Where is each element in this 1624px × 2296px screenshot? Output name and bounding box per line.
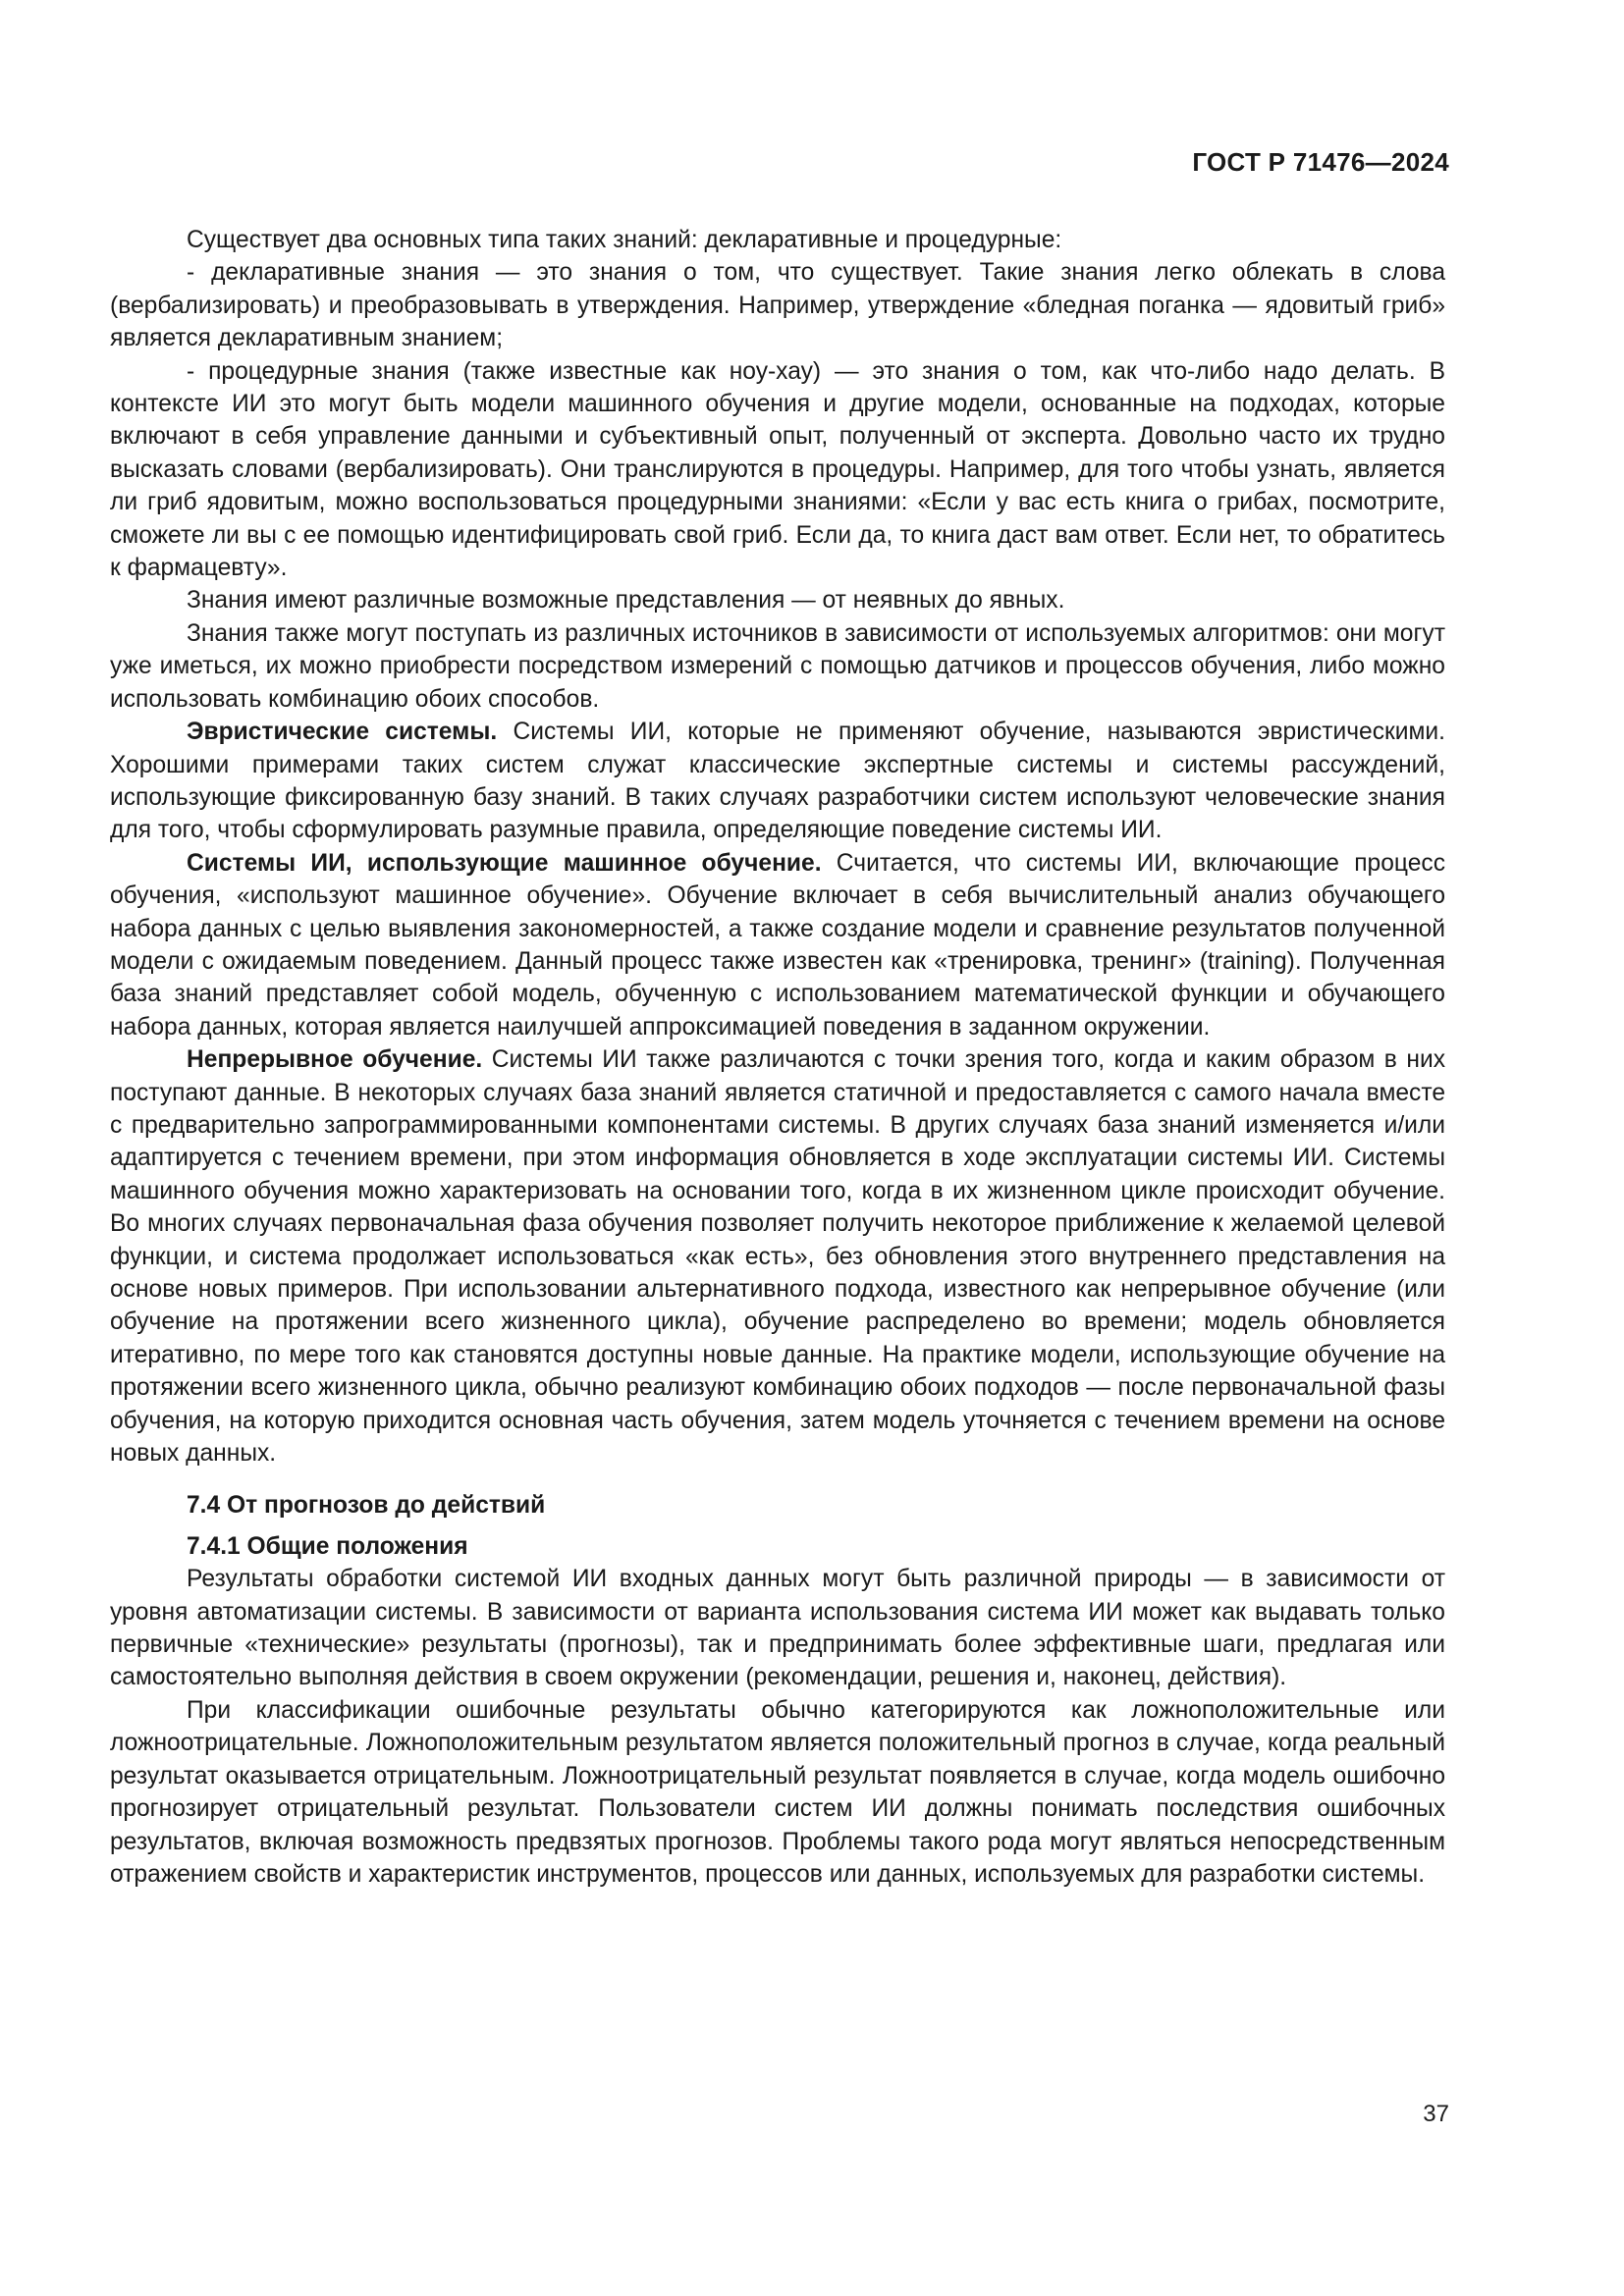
subsection-heading: 7.4.1 Общие положения xyxy=(187,1532,468,1560)
paragraph: Знания также могут поступать из различных источников в зависимости от используемых алгоритмов: они могут уже иметься, их можно приобрести посредством измерений с помощью датчиков и процессов обучения, либо можно использовать комбинацию обоих способов. xyxy=(110,619,1445,713)
paragraph-text: Системы ИИ также различаются с точки зрения того, когда и каким образом в них поступают данные. В некоторых случаях база знаний является статичной и предоставляется с самого начала вместе с предварительно запрограммированными компонентами системы. В других случаях база знаний изменяется и/или адаптируется с течением времени, при этом информация обновляется в ходе эксплуатации системы ИИ. Системы машинного обучения можно характеризовать на основании того, когда в их жизненном цикле происходит обучение. Во многих случаях первоначальная фаза обучения позволяет получить некоторое приближение к желаемой целевой функции, и система продолжает использоваться «как есть», без обновления этого внутреннего представления на основе новых примеров. При использовании альтернативного подхода, известного как непрерывное обучение (или обучение на протяжении всего жизненного цикла), обучение распределено во времени; модель обновляется итеративно, по мере того как становятся доступны новые данные. На практике модели, использующие обучение на протяжении всего жизненного цикла, обычно реализуют комбинацию обоих подходов — после первоначальной фазы обучения, на которую приходится основная часть обучения, затем модель уточняется с течением времени на основе новых данных. xyxy=(110,1046,1445,1468)
paragraph xyxy=(110,716,1445,847)
paragraph xyxy=(110,1043,1445,1469)
paragraph: Результаты обработки системой ИИ входных данных могут быть различной природы — в зависимости от уровня автоматизации системы. В зависимости от варианта использования система ИИ может как выдавать только первичные «технические» результаты (прогнозы), так и предпринимать более эффективные шаги, предлагая или самостоятельно выполняя действия в своем окружении (рекомендации, решения и, наконец, действия). xyxy=(110,1566,1445,1691)
paragraph: Знания имеют различные возможные представления — от неявных до явных. xyxy=(187,587,1065,614)
paragraph xyxy=(110,847,1445,1043)
term-heading: Непрерывное обучение. xyxy=(187,1046,483,1074)
page-body xyxy=(110,224,1445,1891)
paragraph: При классификации ошибочные результаты обычно категорируются как ложноположительные или ложноотрицательные. Ложноположительным результатом является положительный прогноз в случае, когда реальный результат оказывается отрицательным. Ложноотрицательный результат появляется в случае, когда модель ошибочно прогнозирует отрицательный результат. Пользователи систем ИИ должны понимать последствия ошибочных результатов, включая возможность предвзятых прогнозов. Проблемы такого рода могут являться непосредственным отражением свойств и характеристик инструментов, процессов или данных, используемых для разработки системы. xyxy=(110,1696,1445,1888)
list-item: - процедурные знания (также известные как ноу-хау) — это знания о том, как что-либо надо делать. В контексте ИИ это могут быть модели машинного обучения и другие модели, основанные на подходах, которые включают в себя управление данными и субъективный опыт, полученный от эксперта. Довольно часто их трудно высказать словами (вербализировать). Они транслируются в процедуры. Например, для того чтобы узнать, является ли гриб ядовитым, можно воспользоваться процедурными знаниями: «Если у вас есть книга о грибах, посмотрите, сможете ли вы с ее помощью идентифицировать свой гриб. Если да, то книга даст вам ответ. Если нет, то обратитесь к фармацевту». xyxy=(110,357,1445,582)
paragraph-text: Системы ИИ, которые не применяют обучение, называются эвристическими. Хорошими примерами таких систем служат классические экспертные системы и системы рассуждений, использующие фиксированную базу знаний. В таких случаях разработчики систем используют человеческие знания для того, чтобы сформулировать разумные правила, определяющие поведение системы ИИ. xyxy=(110,719,1446,844)
section-heading: 7.4 От прогнозов до действий xyxy=(187,1492,546,1520)
paragraph-text: Считается, что системы ИИ, включающие процесс обучения, «используют машинное обучение». Обучение включает в себя вычислительный анализ обучающего набора данных с целью выявления закономерностей, а также создание модели и сравнение результатов полученной модели с ожидаемым поведением. Данный процесс также известен как «тренировка, тренинг» (training). Полученная база знаний представляет собой модель, обученную с использованием математической функции и обучающего набора данных, которая является наилучшей аппроксимацией поведения в заданном окружении. xyxy=(110,849,1445,1041)
paragraph: Существует два основных типа таких знаний: декларативные и процедурные: xyxy=(187,227,1062,253)
list-item: - декларативные знания — это знания о том, что существует. Такие знания легко облекать в слова (вербализировать) и преобразовывать в утверждения. Например, утверждение «бледная поганка — ядовитый гриб» является декларативным знанием; xyxy=(110,259,1445,352)
term-heading: Системы ИИ, использующие машинное обучение. xyxy=(187,849,822,877)
document-header: ГОСТ Р 71476—2024 xyxy=(1192,147,1449,177)
page-number: 37 xyxy=(1423,2101,1449,2127)
term-heading: Эвристические системы. xyxy=(187,719,498,746)
